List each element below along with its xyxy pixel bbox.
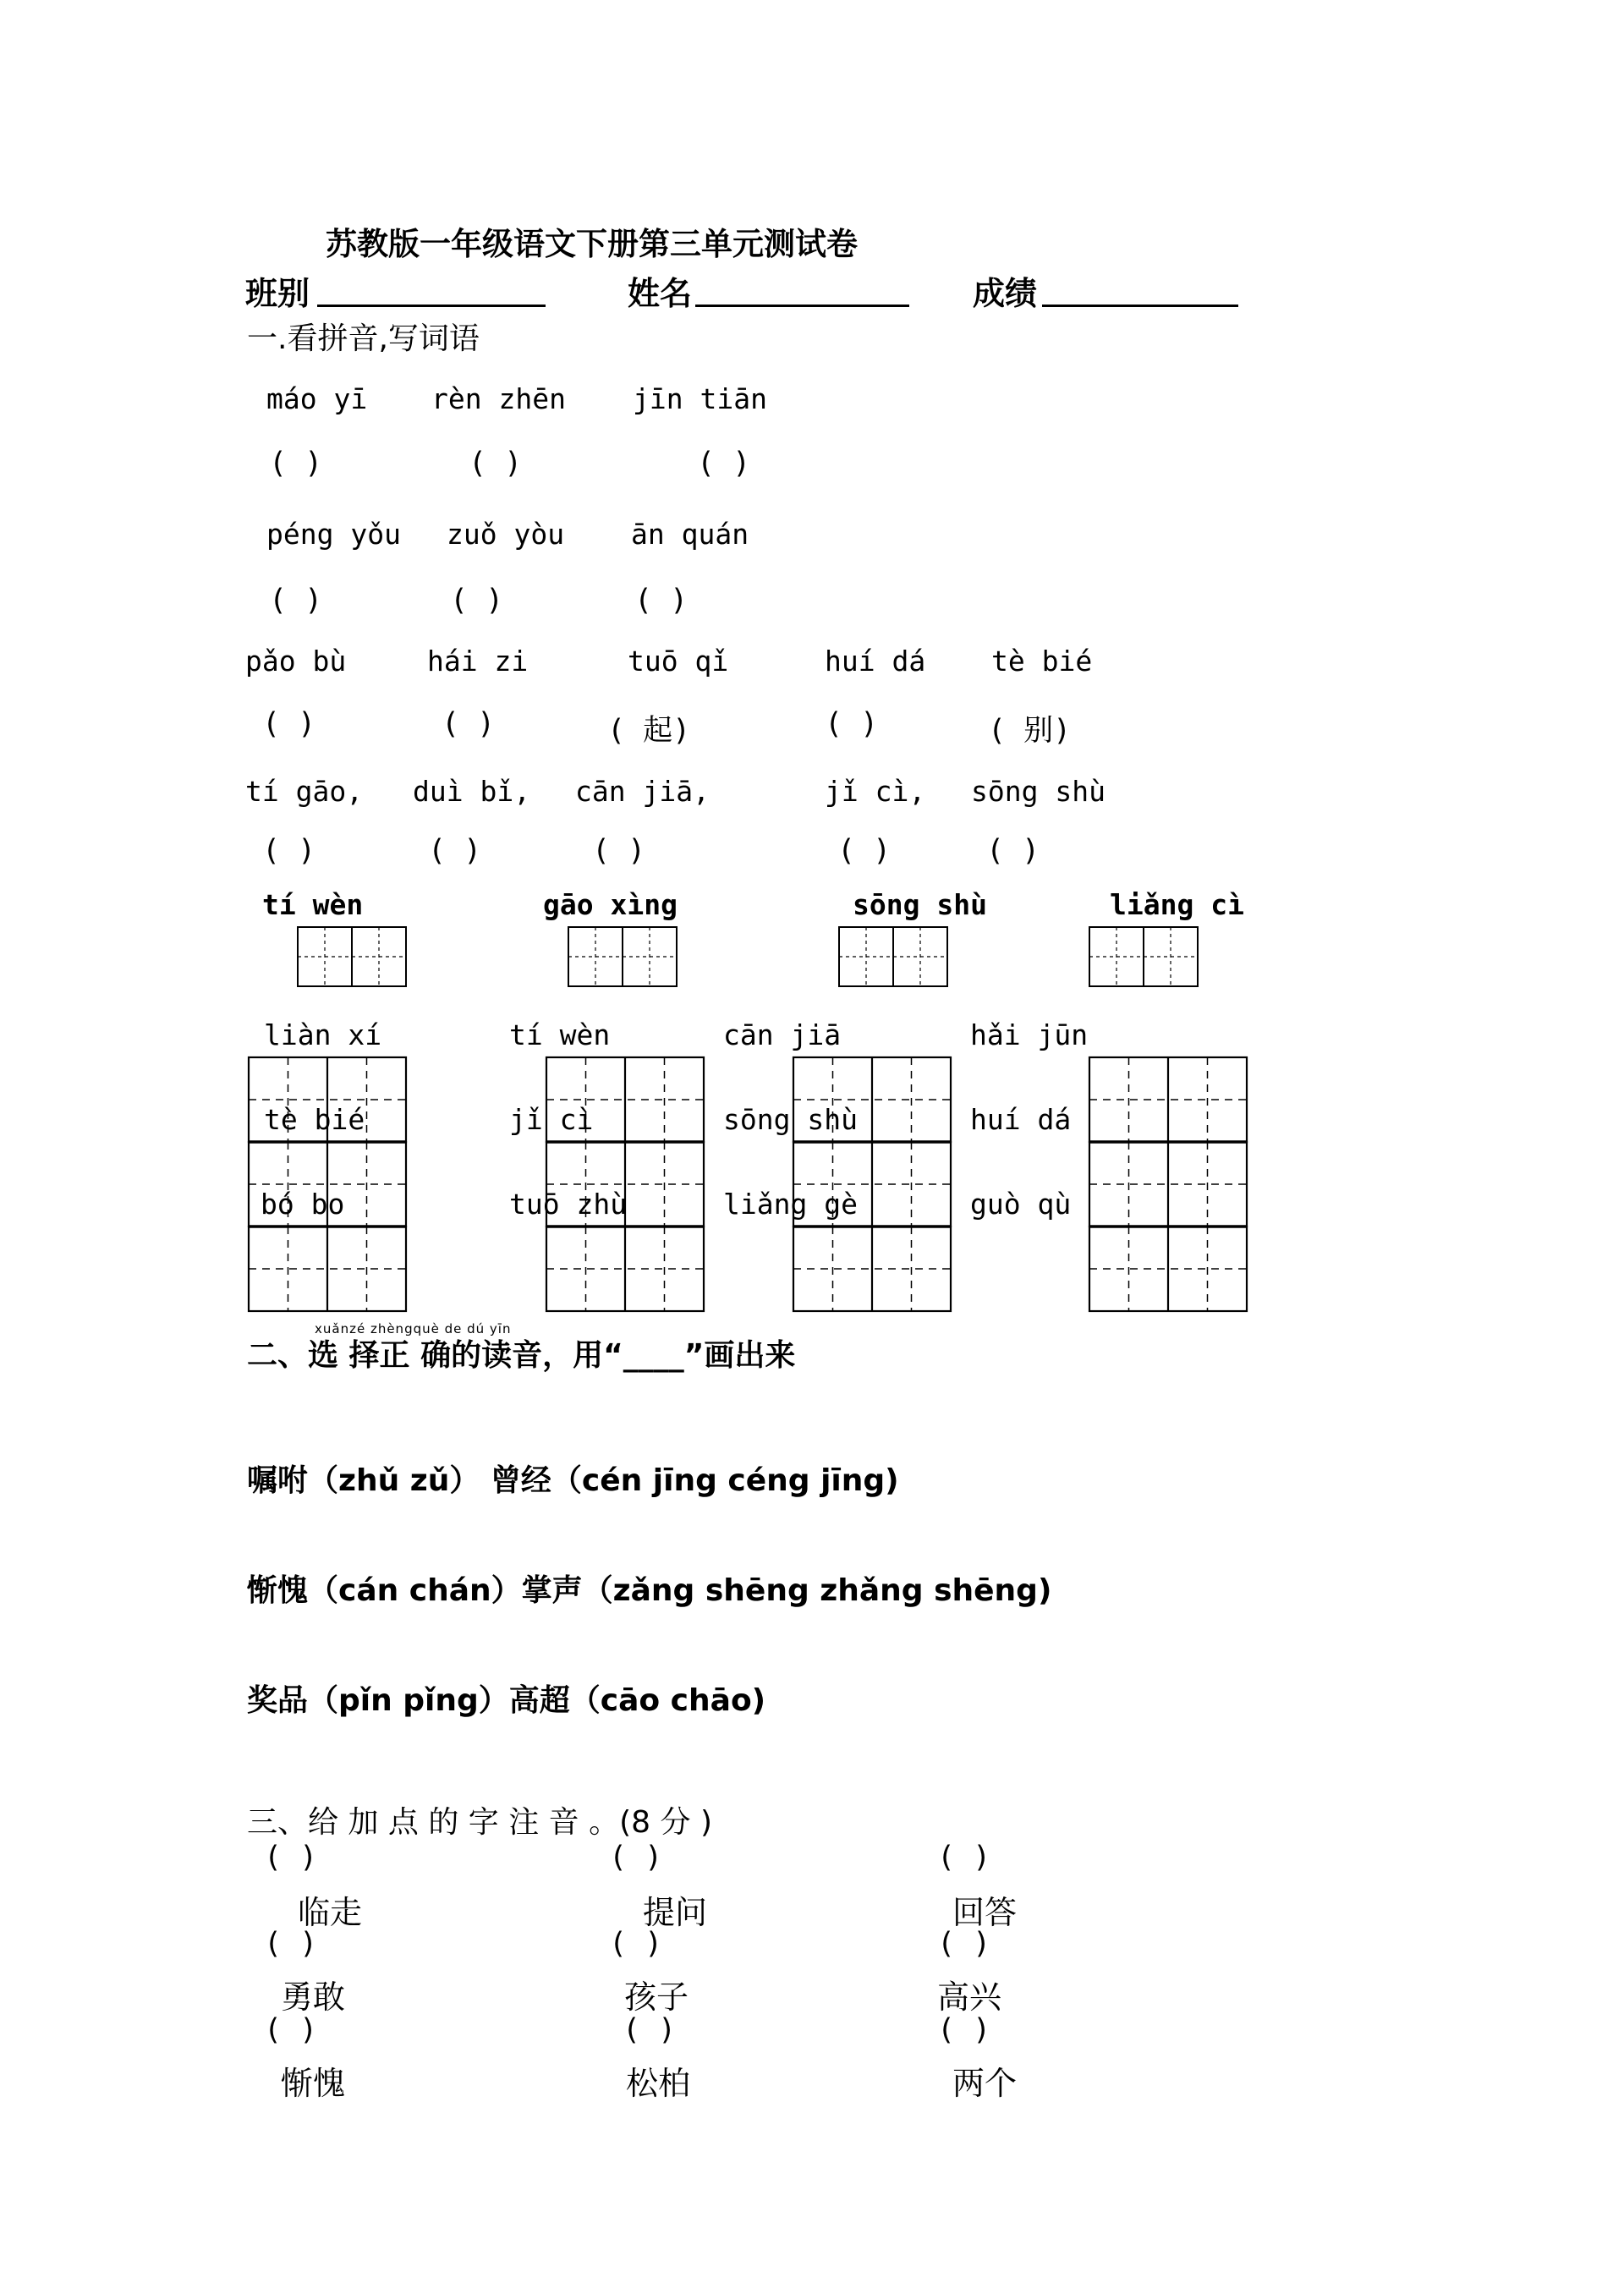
- answer-blank[interactable]: ( ): [269, 584, 323, 617]
- choice-line[interactable]: 奖品（pǐn pǐng）高超（cāo chāo): [247, 1683, 766, 1718]
- word: 勇敢: [281, 1978, 346, 2016]
- name-label: 姓名: [628, 275, 693, 312]
- word: 回答: [952, 1894, 1018, 1931]
- pinyin: tè bié: [991, 645, 1093, 678]
- answer-blank[interactable]: ( ): [262, 707, 316, 741]
- large-writing-grids: [249, 1057, 1247, 1311]
- pinyin: jīn tiān: [633, 382, 767, 415]
- pinyin: hái zi: [427, 645, 529, 678]
- answer-blank[interactable]: ( ): [697, 447, 751, 480]
- small-writing-boxes: [298, 927, 1198, 986]
- pinyin: duì bǐ,: [413, 775, 531, 808]
- answer-blank[interactable]: ( ): [937, 2013, 991, 2047]
- grid-pinyin: tè bié: [264, 1103, 365, 1136]
- pinyin: péng yǒu: [266, 518, 401, 551]
- answer-blank[interactable]: ( ): [262, 834, 316, 868]
- grid-pinyin: tí wèn: [509, 1018, 611, 1051]
- class-label: 班别: [245, 275, 310, 312]
- answer-blank[interactable]: ( ): [264, 1841, 318, 1874]
- answer-blank[interactable]: ( ): [450, 584, 504, 617]
- grid-pinyin: hǎi jūn: [970, 1018, 1089, 1051]
- section-3-heading: 三、给 加 点 的 字 注 音 。(8 分 ): [247, 1805, 712, 1840]
- pinyin: tuō qǐ: [628, 645, 729, 678]
- grid-pinyin: tuō zhù: [509, 1188, 628, 1221]
- pinyin-bold: sōng shù: [853, 888, 987, 921]
- answer-blank[interactable]: ( ): [634, 584, 689, 617]
- section-2-heading: 二、选 择正 确的读音，用“____”画出来: [247, 1338, 796, 1373]
- grid-pinyin: guò qù: [970, 1188, 1072, 1221]
- pinyin: zuǒ yòu: [447, 518, 565, 551]
- score-label: 成绩: [973, 275, 1038, 312]
- grid-pinyin: liǎng gè: [723, 1188, 858, 1221]
- pinyin: ān quán: [631, 518, 749, 551]
- pinyin: cān jiā,: [575, 775, 710, 808]
- choice-line[interactable]: 嘱咐（zhǔ zǔ） 曾经（cén jīng céng jīng): [247, 1463, 899, 1498]
- pinyin: sōng shù: [971, 775, 1106, 808]
- answer-blank[interactable]: ( ): [609, 1841, 663, 1874]
- section-1-heading: 一.看拼音,写词语: [247, 321, 480, 356]
- word: 高兴: [937, 1978, 1002, 2016]
- pinyin-bold: liǎng cì: [1110, 888, 1244, 921]
- grid-pinyin: bó bo: [261, 1188, 345, 1221]
- answer-blank[interactable]: ( ): [264, 2013, 318, 2047]
- grid-pinyin: liàn xí: [264, 1018, 382, 1051]
- answer-blank[interactable]: ( ): [986, 834, 1040, 868]
- word: 两个: [952, 2065, 1018, 2102]
- answer-blank[interactable]: ( ): [428, 834, 482, 868]
- answer-blank[interactable]: ( ): [837, 834, 892, 868]
- heading-ruby: xuǎnzé zhèngquè de dú yīn: [315, 1321, 512, 1336]
- word: 惭愧: [281, 2065, 346, 2102]
- answer-blank[interactable]: ( ): [269, 447, 323, 480]
- word: 临走: [298, 1894, 363, 1931]
- word: 提问: [643, 1894, 708, 1931]
- pinyin: pǎo bù: [245, 645, 347, 678]
- choice-line[interactable]: 惭愧（cán chán）掌声（zǎng shēng zhǎng shēng): [247, 1573, 1052, 1608]
- word: 松柏: [626, 2065, 691, 2102]
- pinyin: huí dá: [825, 645, 926, 678]
- pinyin: máo yī: [266, 382, 368, 415]
- pinyin-bold: tí wèn: [262, 888, 364, 921]
- pinyin: tí gāo,: [245, 775, 364, 808]
- answer-blank[interactable]: ( ): [442, 707, 496, 741]
- answer-blank[interactable]: ( ): [825, 707, 879, 741]
- page-title: 苏教版一年级语文下册第三单元测试卷: [326, 225, 858, 262]
- pinyin: jǐ cì,: [825, 775, 926, 808]
- word: 孩子: [624, 1978, 689, 2016]
- grid-pinyin: sōng shù: [723, 1103, 858, 1136]
- grid-pinyin: huí dá: [970, 1103, 1072, 1136]
- answer-blank[interactable]: ( ): [623, 2013, 677, 2047]
- answer-blank[interactable]: ( ): [592, 834, 646, 868]
- answer-blank[interactable]: ( ): [937, 1927, 991, 1961]
- answer-blank[interactable]: ( 起): [607, 714, 691, 748]
- grid-pinyin: jǐ cì: [509, 1103, 594, 1136]
- grid-pinyin: cān jiā: [723, 1018, 842, 1051]
- pinyin: rèn zhēn: [431, 382, 566, 415]
- answer-blank[interactable]: ( 别): [988, 714, 1072, 748]
- answer-blank[interactable]: ( ): [609, 1927, 663, 1961]
- pinyin-bold: gāo xìng: [543, 888, 678, 921]
- answer-blank[interactable]: ( ): [264, 1927, 318, 1961]
- answer-blank[interactable]: ( ): [937, 1841, 991, 1874]
- answer-blank[interactable]: ( ): [469, 447, 523, 480]
